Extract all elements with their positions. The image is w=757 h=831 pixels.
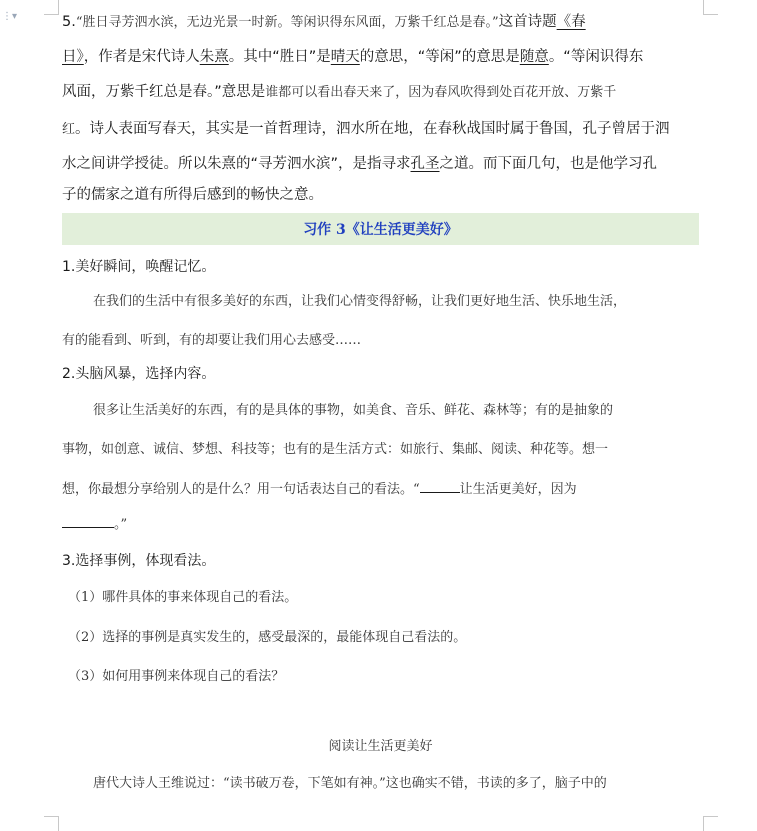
- section-3-item-1: （1）哪件具体的事来体现自己的看法。: [68, 590, 298, 605]
- section-heading: 习作 3《让生活更美好》: [62, 213, 699, 245]
- section-2-title: 2.头脑风暴，选择内容。: [62, 366, 216, 382]
- section-2-line-2: 事物，如创意、诚信、梦想、科技等；也有的是生活方式：如旅行、集邮、阅读、种花等。想一: [62, 442, 609, 457]
- p5-line-2: 日》，作者是宋代诗人朱熹。其中“胜日”是晴天的意思，“等闲”的意思是随意。“等闲识得东: [62, 49, 644, 65]
- p5-line-6: 子的儒家之道有所得后感到的畅快之意。: [62, 187, 323, 203]
- page-corner-mark: [703, 0, 718, 15]
- section-2-line-4: 。”: [62, 513, 127, 532]
- answer-blank[interactable]: [62, 514, 114, 528]
- answer-blank[interactable]: [420, 479, 460, 493]
- p5-line-3: 风面，万紫千红总是春。”意思是谁都可以看出春天来了，因为春风吹得到处百花开放、万紫千: [62, 84, 617, 100]
- section-1-line-1: 在我们的生活中有很多美好的东西，让我们心情变得舒畅，让我们更好地生活、快乐地生活，: [93, 294, 627, 309]
- section-1-title: 1.美好瞬间，唤醒记忆。: [62, 259, 216, 275]
- page-corner-mark: [44, 816, 59, 831]
- section-2-line-1: 很多让生活美好的东西，有的是具体的事物，如美食、音乐、鲜花、森林等；有的是抽象的: [93, 403, 614, 418]
- page-corner-mark: [703, 816, 718, 831]
- p5-line-5: 水之间讲学授徒。所以朱熹的“寻芳泗水滨”，是指寻求孔圣之道。而下面几句，也是他学习孔: [62, 156, 658, 172]
- section-2-line-3: 想，你最想分享给别人的是什么？用一句话表达自己的看法。“ 让生活更美好，因为: [62, 478, 577, 497]
- essay-title: 阅读让生活更美好: [328, 739, 433, 754]
- p5-line-4: 红。诗人表面写春天，其实是一首哲理诗，泗水所在地，在春秋战国时属于鲁国，孔子曾居于泗: [62, 121, 670, 137]
- page-corner-mark: [44, 0, 59, 15]
- section-3-title: 3.选择事例，体现看法。: [62, 553, 216, 569]
- section-3-item-3: （3）如何用事例来体现自己的看法？: [68, 669, 285, 684]
- section-3-item-2: （2）选择的事例是真实发生的，感受最深的，最能体现自己看法的。: [68, 630, 467, 645]
- essay-line-1: 唐代大诗人王维说过：“读书破万卷，下笔如有神。”这也确实不错，书读的多了，脑子中的: [93, 776, 607, 791]
- paragraph-handle-icon[interactable]: ⋮▾: [2, 11, 18, 22]
- section-1-line-2: 有的能看到、听到，有的却要让我们用心去感受……: [62, 333, 362, 348]
- p5-line-1: 5.“胜日寻芳泗水滨，无边光景一时新。等闲识得东风面，万紫千红总是春。”这首诗题《春: [62, 14, 586, 30]
